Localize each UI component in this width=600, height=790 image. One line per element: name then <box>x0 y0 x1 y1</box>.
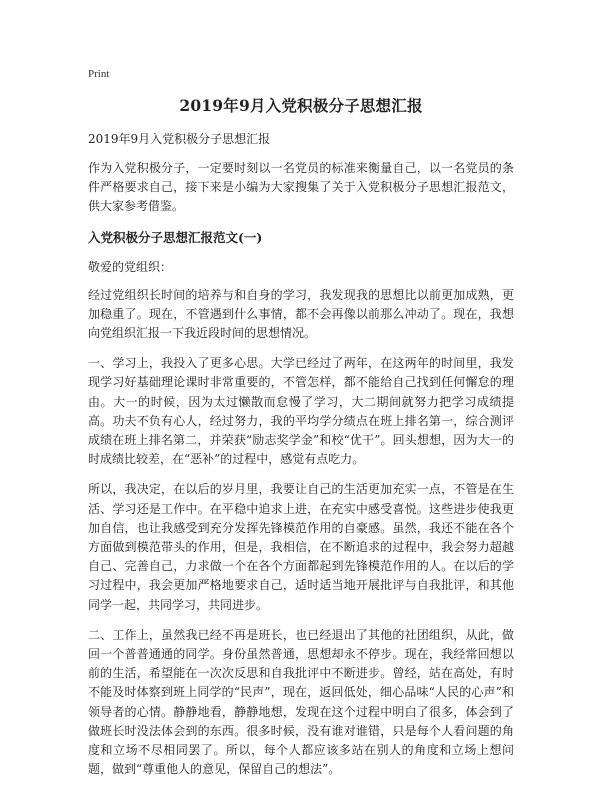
document-subtitle: 2019年9月入党积极分子思想汇报 <box>88 132 271 146</box>
paragraph-4: 二、工作上，虽然我已经不再是班长，也已经退出了其他的社团组织，从此，做回一个普普通通的同学。身份虽然普通，思想却永不停步。现在，我经常回想以前的生活，希望能在一次次反思和自我批评中不断进步。曾经，站在高处，有时不能及时体察到班上同学的“民声”，现在，返回低处，细心品味“人民的心声”和领导者的心情。静静地看，静静地想，发现在这个过程中明白了很多，体会到了做班长时没法体会到的东西。很多时候，没有谁对谁错，只是每个人看问题的角度和立场不尽相同罢了。所以，每个人都应该多站在别人的角度和立场上想问题，做到“尊重他人的意见，保留自己的想法”。 <box>88 627 514 777</box>
print-label: Print <box>88 68 110 80</box>
intro-paragraph: 作为入党积极分子，一定要时刻以一名党员的标准来衡量自己，以一名党员的条件严格要求自己，接下来是小编为大家搜集了关于入党积极分子思想汇报范文，供大家参考借鉴。 <box>88 161 514 214</box>
paragraph-3: 所以，我决定，在以后的岁月里，我要让自己的生活更加充实一点，不管是在生活、学习还是工作中。在平稳中追求上进，在充实中感受喜悦。这些进步使我更加自信，也让我感受到充分发挥先锋模范作用的自豪感。虽然，我还不能在各个方面做到模范带头的作用，但是，我相信，在不断追求的过程中，我会努力超越自己、完善自己，力求做一个在各个方面都起到先锋模范作用的人。在以后的学习过程中，我会更加严格地要求自己，适时适当地开展批评与自我批评，和其他同学一起，共同学习，共同进步。 <box>88 482 514 612</box>
section-heading: 入党积极分子思想汇报范文(一) <box>88 229 263 245</box>
paragraph-2: 一、学习上，我投入了更多心思。大学已经过了两年，在这两年的时间里，我发现学习好基础理论课时非常重要的，不管怎样，都不能给自己找到任何懈怠的理由。大一的时候，因为太过懒散而怠慢了学习，大二期间就努力把学习成绩提高。功夫不负有心人，经过努力，我的平均学分绩点在班上排名第一，综合测评成绩在班上排名第二，并荣获“励志奖学金”和校“优干”。回头想想，因为大一的时成绩比较差，在“恶补”的过程中，感觉有点吃力。 <box>88 356 514 467</box>
greeting: 敬爱的党组织： <box>88 259 173 274</box>
paragraph-1: 经过党组织长时间的培养与和自身的学习，我发现我的思想比以前更加成熟，更加稳重了。现在，不管遇到什么事情，都不会再像以前那么冲动了。现在，我想向党组织汇报一下我近段时间的思想情况。 <box>88 287 514 341</box>
document-page <box>88 68 514 790</box>
page-title: 2019年9月入党积极分子思想汇报 <box>179 96 423 115</box>
